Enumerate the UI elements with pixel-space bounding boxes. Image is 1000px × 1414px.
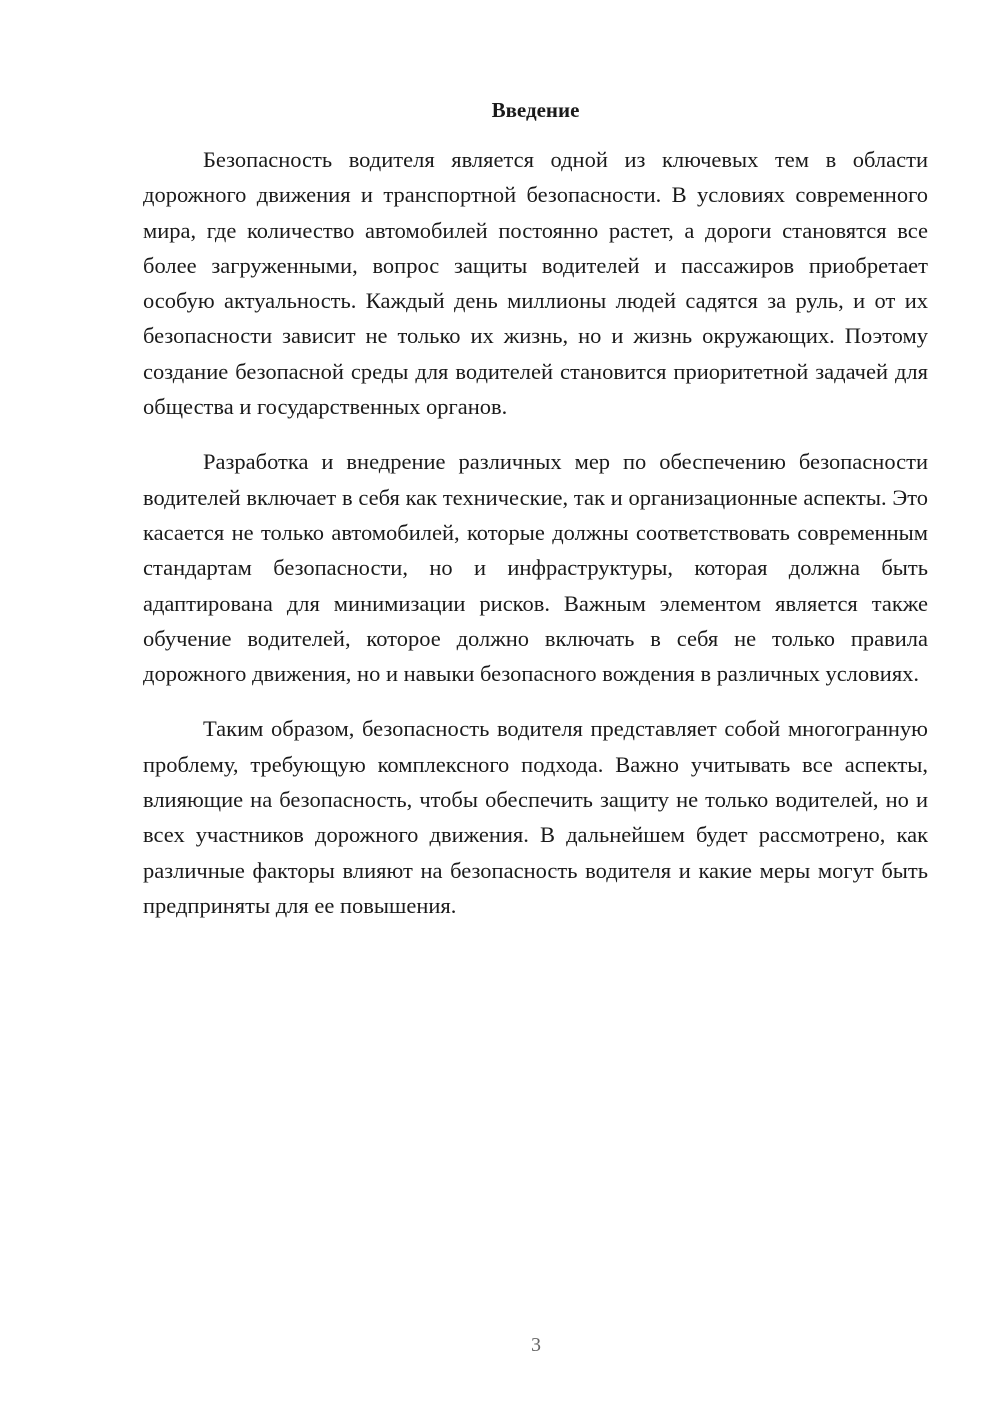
paragraph-2: Разработка и внедрение различных мер по обеспечению безопасности водителей включает в себя как технические, так и организационные аспекты. Это касается не только автомобилей, которые должны соответствовать современным стандартам безопасности, но и инфраструктуры, которая должна быть адаптирована для минимизации рисков. Важным элементом является также обучение водителей, которое должно включать в себя не только правила дорожного движения, но и навыки безопасного вождения в различных условиях. <box>143 449 928 687</box>
paragraph-3: Таким образом, безопасность водителя представляет собой многогранную проблему, требующую комплексного подхода. Важно учитывать все аспекты, влияющие на безопасность, чтобы обеспечить защиту не только водителей, но и всех участников дорожного движения. В дальнейшем будет рассмотрено, как различные факторы влияют на безопасность водителя и какие меры могут быть предприняты для ее повышения. <box>143 716 928 918</box>
page-number: 3 <box>531 1334 541 1356</box>
section-title: Введение <box>491 98 580 122</box>
page-content <box>143 96 928 943</box>
paragraph-1: Безопасность водителя является одной из ключевых тем в области дорожного движения и транспортной безопасности. В условиях современного мира, где количество автомобилей постоянно растет, а дороги становятся все более загруженными, вопрос защиты водителей и пассажиров приобретает особую актуальность. Каждый день миллионы людей садятся за руль, и от их безопасности зависит не только их жизнь, но и жизнь окружающих. Поэтому создание безопасной среды для водителей становится приоритетной задачей для общества и государственных органов. <box>143 147 928 420</box>
